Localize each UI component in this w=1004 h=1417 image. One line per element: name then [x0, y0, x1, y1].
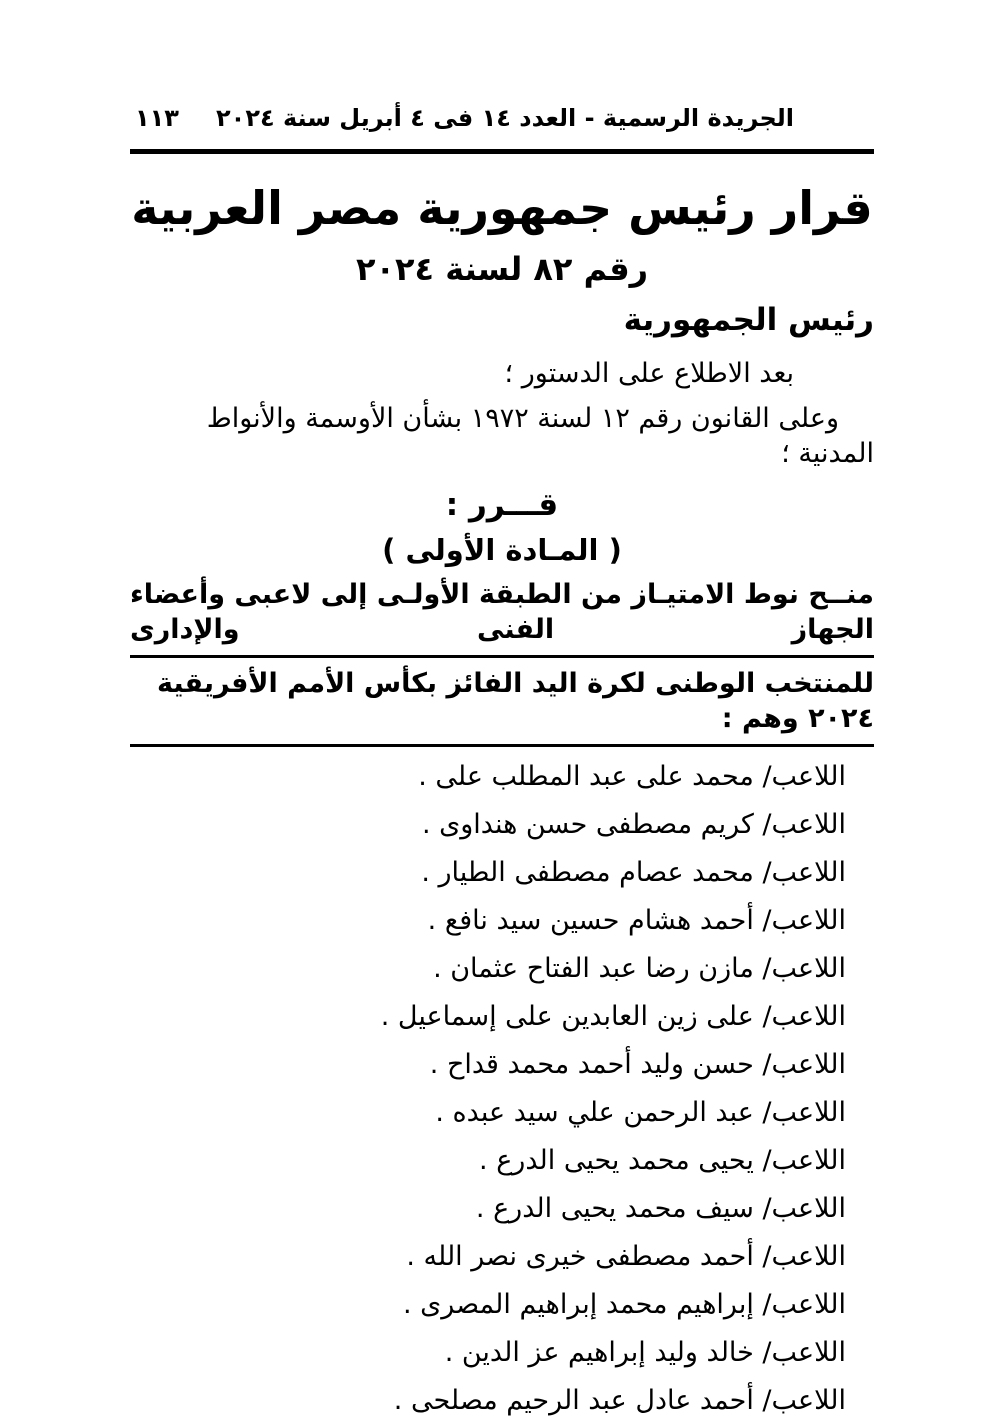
player-row: اللاعب/ على زين العابدين على إسماعيل . — [380, 1000, 846, 1032]
gazette-issue-line: الجريدة الرسمية - العدد ١٤ فى ٤ أبريل سنة ٢٠٢٤ — [216, 104, 794, 132]
decision-word: قـــرر : — [445, 486, 559, 523]
player-row: اللاعب/ محمد عصام مصطفى الطيار . — [421, 856, 846, 888]
player-row: اللاعب/ أحمد هشام حسين سيد نافع . — [427, 904, 846, 936]
decree-number-line: رقم ٨٢ لسنة ٢٠٢٤ — [355, 249, 649, 288]
player-row: اللاعب/ عبد الرحمن علي سيد عبده . — [435, 1096, 846, 1128]
player-row: اللاعب/ محمد على عبد المطلب على . — [418, 760, 846, 792]
player-row: اللاعب/ يحيى محمد يحيى الدرع . — [479, 1144, 846, 1176]
page-number: ١١٣ — [135, 104, 179, 132]
player-row: اللاعب/ كريم مصطفى حسن هنداوى . — [421, 808, 846, 840]
player-row: اللاعب/ خالد وليد إبراهيم عز الدين . — [444, 1336, 846, 1368]
article-one-heading: ( المـادة الأولى ) — [382, 532, 622, 567]
article-one-text-line-2: للمنتخب الوطنى لكرة اليد الفائز بكأس الأمم الأفريقية ٢٠٢٤ وهم : — [130, 666, 874, 747]
article-one-text-line-1: منــح نوط الامتيـاز من الطبقة الأولـى إلى لاعبى وأعضاء الجهاز الفنى والإدارى — [130, 577, 874, 658]
players-list — [130, 759, 874, 1417]
article-one-text-line-2-wrap — [130, 666, 874, 747]
player-row: اللاعب/ سيف محمد يحيى الدرع . — [475, 1192, 846, 1224]
issuer-heading: رئيس الجمهورية — [623, 301, 874, 338]
player-row: اللاعب/ حسن وليد أحمد محمد قداح . — [429, 1048, 846, 1080]
player-row: اللاعب/ إبراهيم محمد إبراهيم المصرى . — [402, 1288, 846, 1320]
player-row: اللاعب/ مازن رضا عبد الفتاح عثمان . — [433, 952, 846, 984]
header-rule — [130, 149, 874, 154]
preamble-line-law: وعلى القانون رقم ١٢ لسنة ١٩٧٢ بشأن الأوسمة والأنواط المدنية ؛ — [206, 402, 874, 469]
running-head — [130, 104, 874, 144]
player-row: اللاعب/ أحمد مصطفى خيرى نصر الله . — [406, 1240, 846, 1272]
preamble-line-constitution: بعد الاطلاع على الدستور ؛ — [504, 357, 794, 389]
decree-body — [130, 170, 874, 1417]
player-row: اللاعب/ أحمد عادل عبد الرحيم مصلحى . — [393, 1384, 846, 1416]
decree-title: قرار رئيس جمهورية مصر العربية — [131, 181, 873, 235]
